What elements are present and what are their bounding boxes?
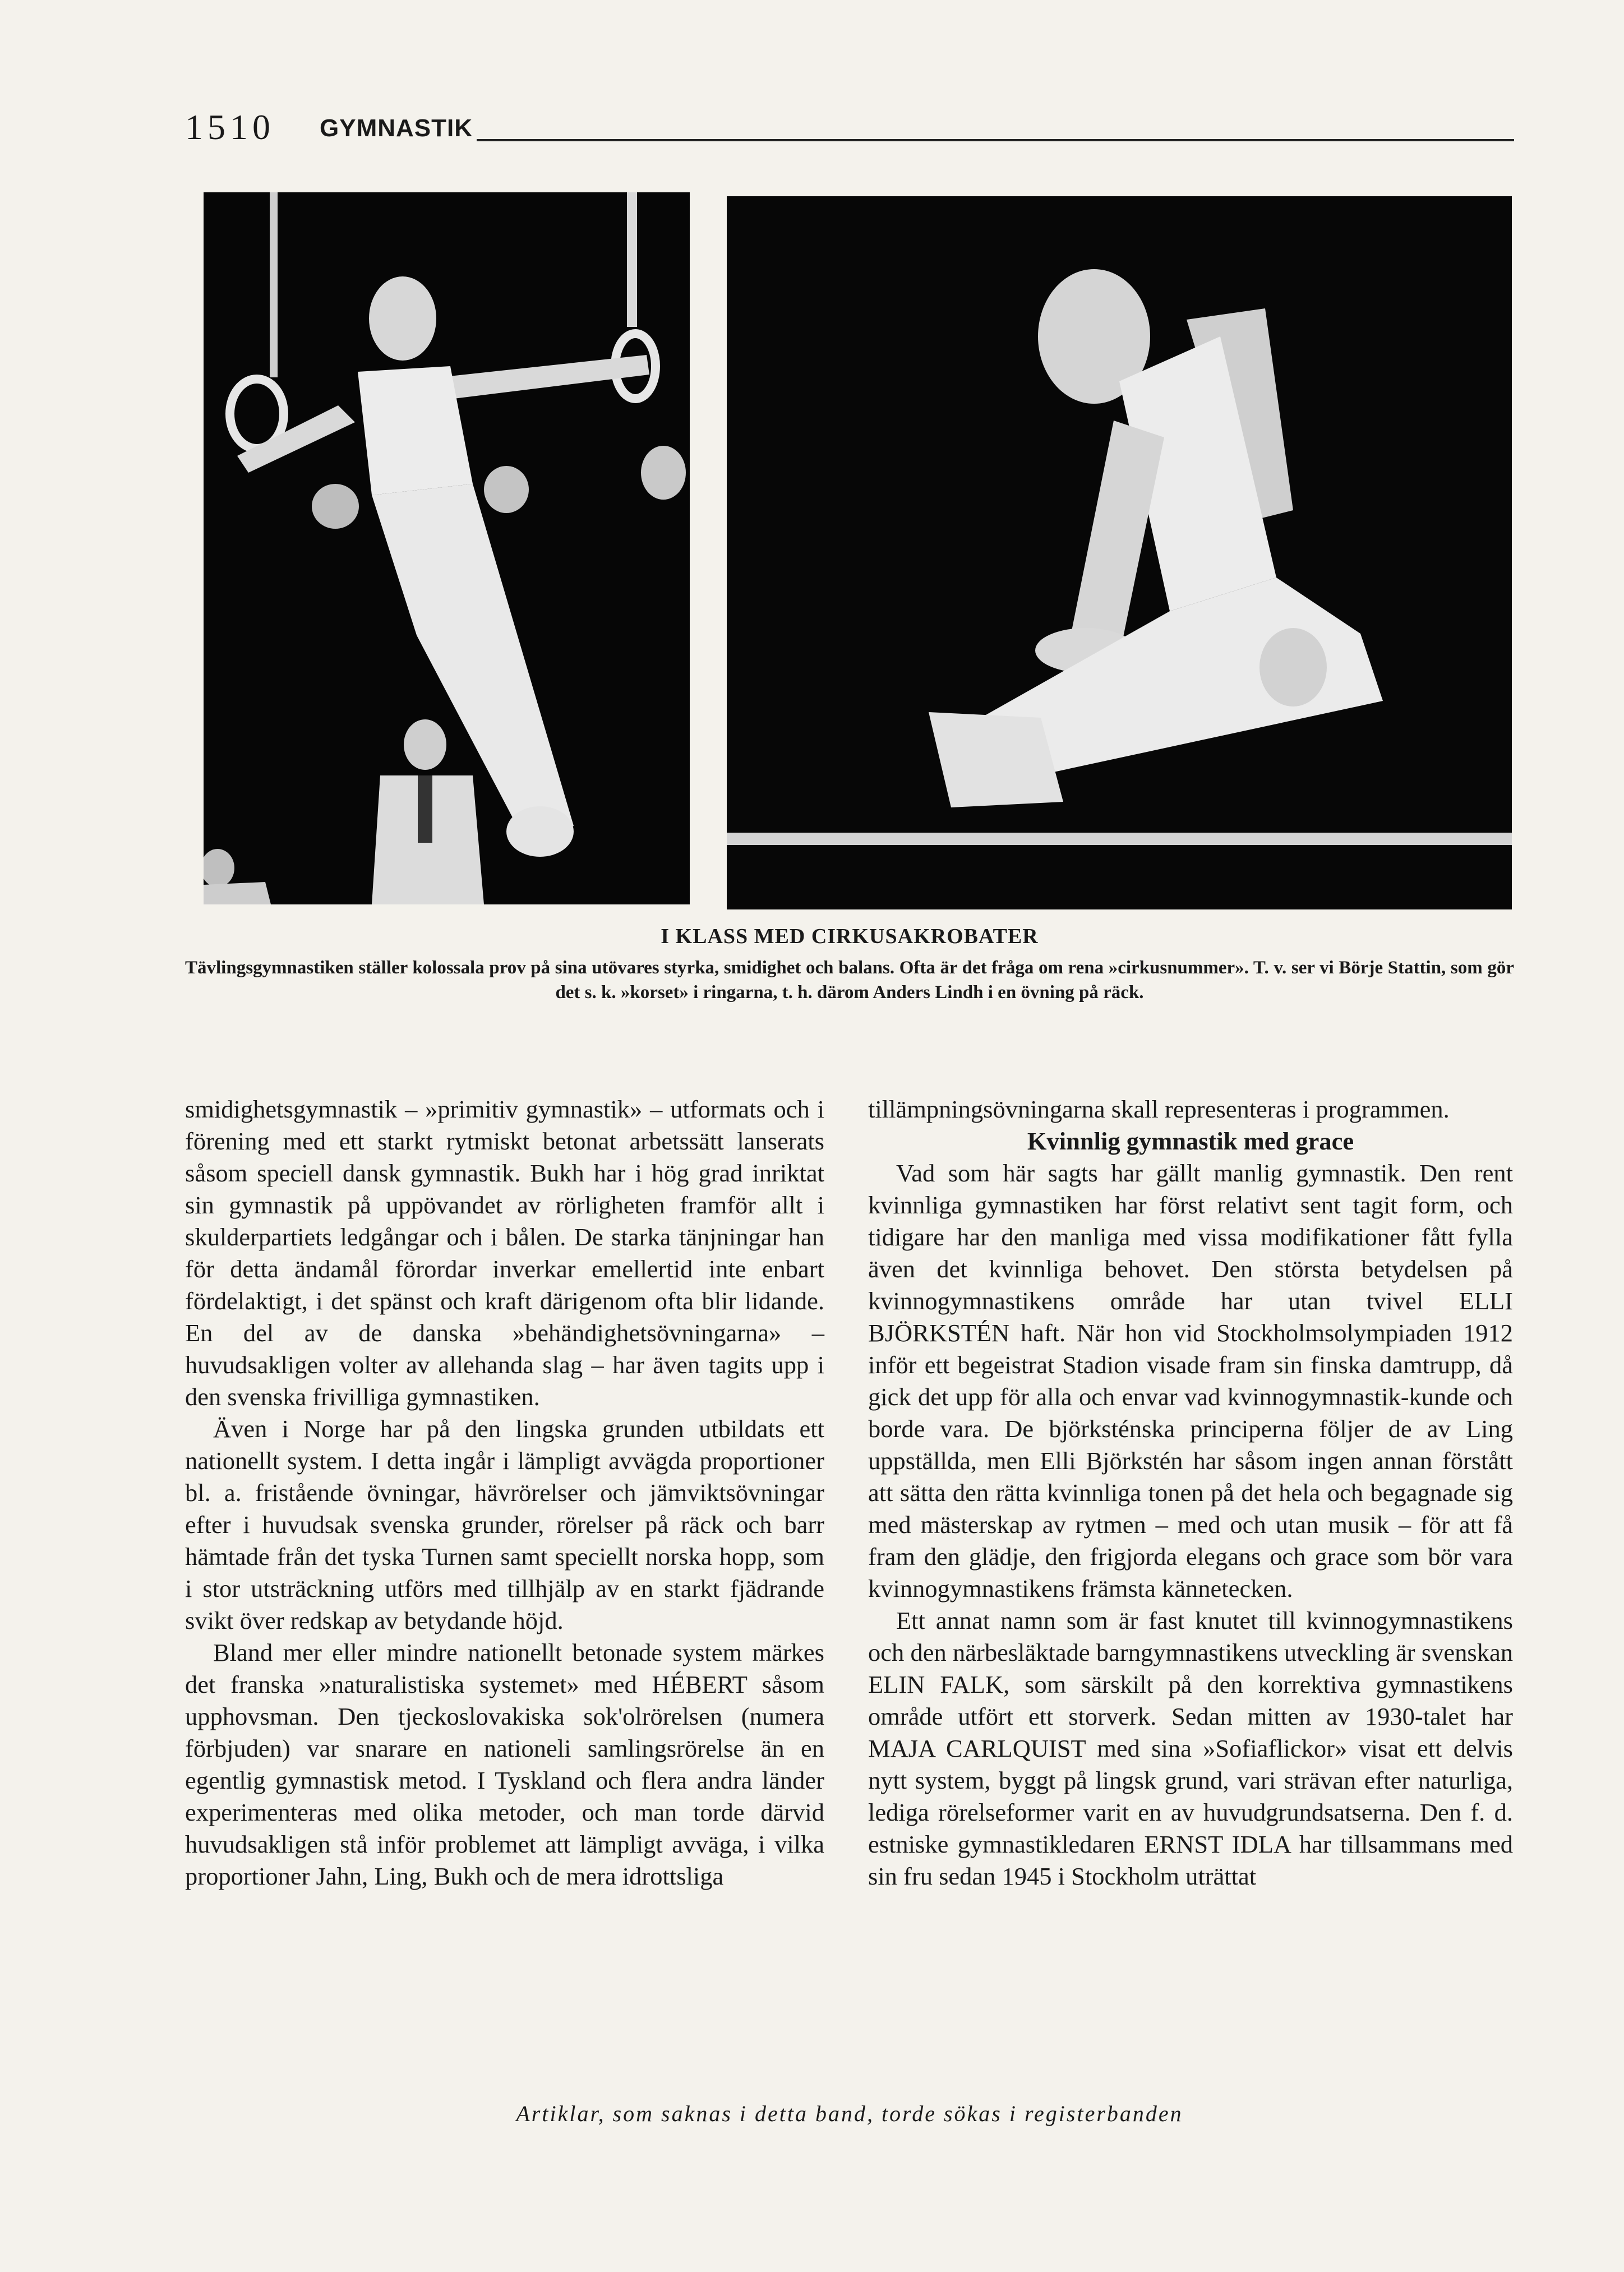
subheading: Kvinnlig gymnastik med grace [1027, 1127, 1354, 1155]
left-column [185, 1093, 824, 1892]
page-number: 1510 [185, 107, 275, 147]
paragraph: Även i Norge har på den lingska grunden utbildats ett nationellt system. I detta ingår i lämpligt avvägda proportioner bl. a. fristående övningar, hävrörelser och jämviktsövningar efter i huvudsak svenska grunder, rörelser på räck och barr hämtade från det tyska Turnen samt speciellt norska hopp, som i stor utsträckning utförs med tillhjälp av en starkt fjädrande svikt över redskap av betydande höjd. [185, 1415, 824, 1634]
caption-title: I KLASS MED CIRKUSAKROBATER [661, 925, 1039, 948]
figure-caption [185, 924, 1514, 1005]
paragraph: Bland mer eller mindre nationellt betonade system märkes det franska »naturalistiska systemet» med HÉBERT såsom upphovsman. Den tjeckoslovakiska sok'olrörelsen (numera förbjuden) var snarare en nationeli samlingsrörelse än en egentlig gymnastisk metod. I Tyskland och flera andra länder experimenteras med olika metoder, och man torde därvid huvudsakligen stå inför problemet att lämpligt avväga, i vilka proportioner Jahn, Ling, Bukh och de mera idrottsliga [185, 1638, 824, 1890]
paragraph: smidighetsgymnastik – »primitiv gymnastik» – utformats och i förening med ett starkt rytmiskt betonat arbetssätt lanserats såsom speciell dansk gymnastik. Bukh har i hög grad inriktat sin gymnastik på uppövandet av rörligheten framför allt i skulderpartiets ledgångar och i bålen. De starka tänjningar han för detta ändamål förordar inverkar emellertid inte enbart fördelaktigt, i det spänst och kraft därigenom ofta blir lidande. En del av de danska »behändighetsövningarna» – huvudsakligen volter av allehanda slag – har även tagits upp i den svenska frivilliga gymnastiken. [185, 1095, 824, 1411]
right-column [868, 1093, 1513, 1892]
paragraph: Vad som här sagts har gällt manlig gymnastik. Den rent kvinnliga gymnastiken har först relativt sent tagit form, och tidigare har den manliga med vissa modifikationer fått fylla även det kvinnliga behovet. Den största betydelsen på kvinnogymnastikens område har utan tvivel ELLI BJÖRKSTÉN haft. När hon vid Stockholmsolympiaden 1912 inför ett begeistrat Stadion visade fram sin finska damtrupp, då gick det upp för alla och envar vad kvinnogymnastik-kunde och borde vara. De björksténska principerna följer de av Ling uppställda, men Elli Björkstén har såsom ingen annan förstått att sätta den rätta kvinnliga tonen på det hela och begagnade sig med mästerskap av rytmen – med och utan musik – för att få fram den glädje, den frigjorda elegans och grace som bör vara kvinnogymnastikens främsta kännetecken. [868, 1159, 1513, 1603]
photo-high-bar [727, 196, 1512, 909]
page-header [185, 107, 1514, 151]
paragraph: Ett annat namn som är fast knutet till kvinnogymnastikens och den närbesläktade barngymnastikens utveckling är svenskan ELIN FALK, som särskilt på den korrektiva gymnastikens område utfört ett storverk. Sedan mitten av 1930-talet har MAJA CARLQUIST med sina »Sofiaflickor» visat ett delvis nytt system, byggt på lingsk grund, vari strävan efter naturliga, lediga rörelseformer varit en av huvudgrundsatserna. Den f. d. estniske gymnastikledaren ERNST IDLA har tillsammans med sin fru sedan 1945 i Stockholm uträttat [868, 1606, 1513, 1890]
header-rule [477, 139, 1514, 141]
section-title: GYMNASTIK [320, 114, 473, 142]
caption-text: Tävlingsgymnastiken ställer kolossala prov på sina utövares styrka, smidighet och balans. Ofta är det fråga om rena »cirkusnummer». T. v. ser vi Börje Stattin, som gör det s. k. »korset» i ringarna, t. h. därom Anders Lindh i en övning på räck. [185, 958, 1514, 1003]
photo-rings-illustration [204, 192, 690, 904]
photo-high-bar-illustration [727, 196, 1512, 909]
paragraph: tillämpningsövningarna skall representeras i programmen. [868, 1095, 1450, 1123]
page-footer: Artiklar, som saknas i detta band, torde sökas i registerbanden [516, 2101, 1183, 2126]
photo-rings-cross [204, 192, 690, 904]
